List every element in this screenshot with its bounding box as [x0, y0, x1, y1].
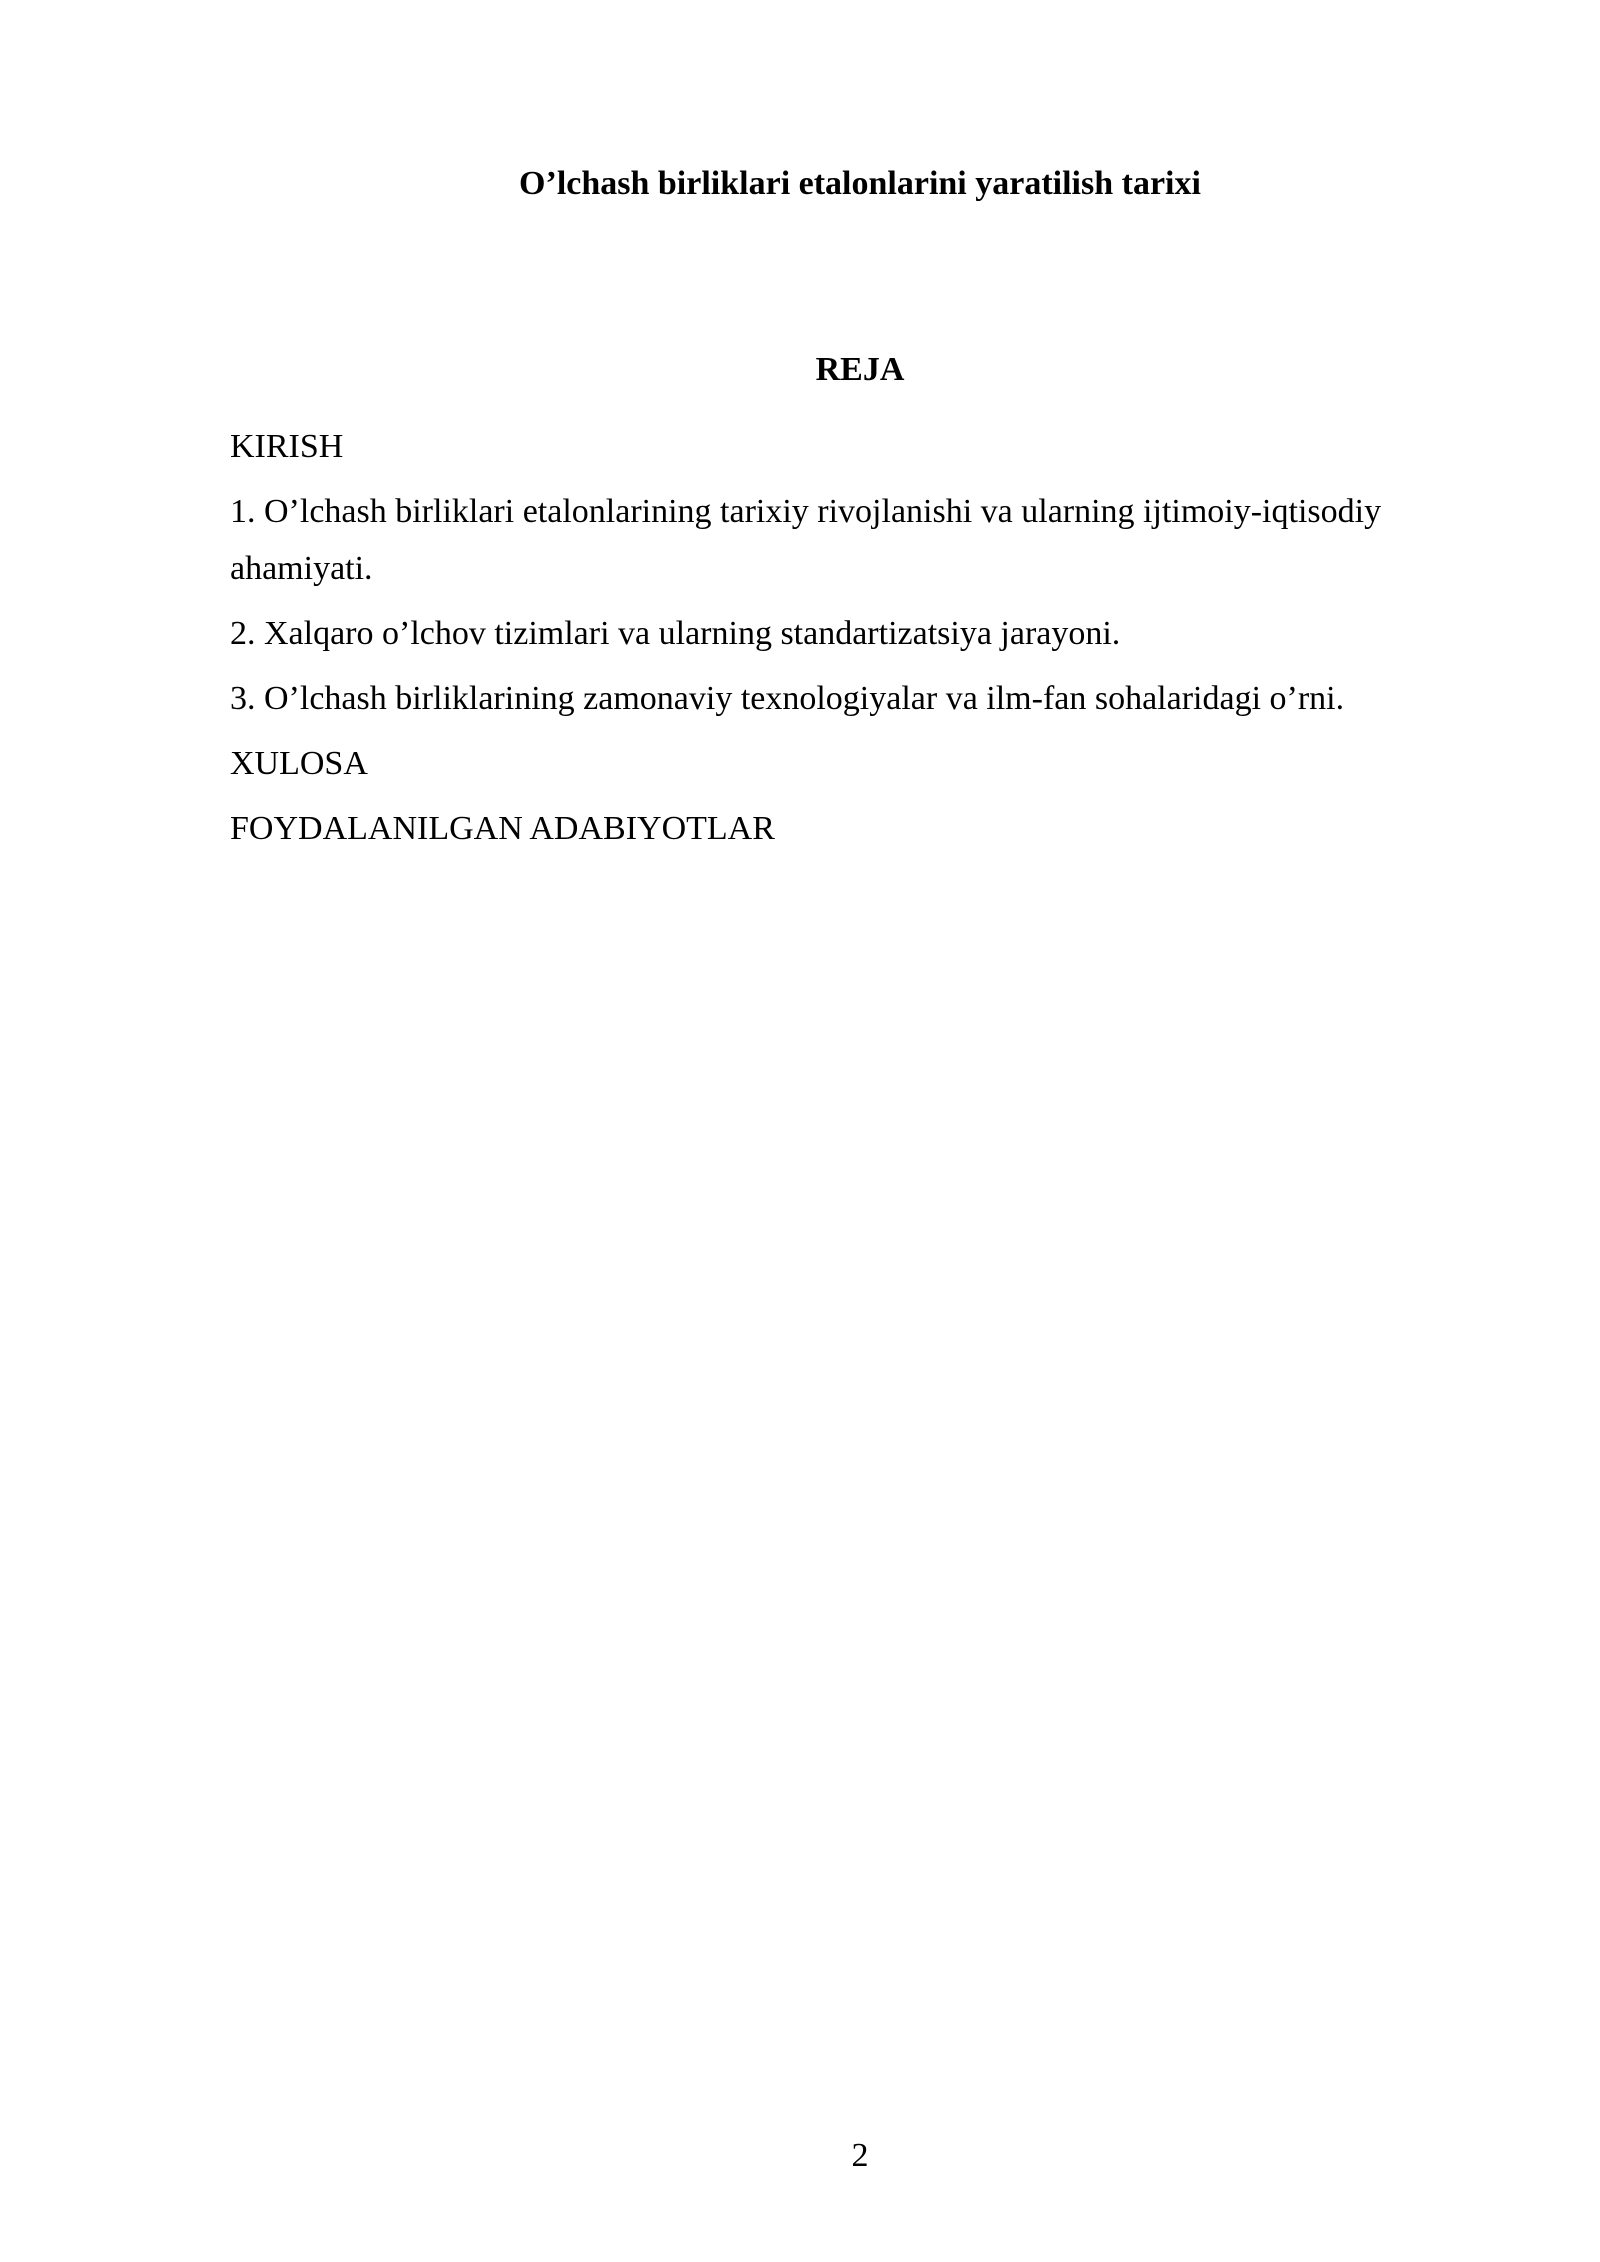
- plan-heading: REJA: [815, 351, 905, 388]
- plan-list: [230, 418, 1480, 865]
- document-title: O’lchash birliklari etalonlarini yaratilish tarixi: [519, 165, 1201, 202]
- plan-item-3: 3. O’lchash birliklarining zamonaviy texnologiyalar va ilm-fan sohalaridagi o’rni.: [230, 680, 1345, 717]
- plan-item-references: FOYDALANILGAN ADABIYOTLAR: [230, 810, 775, 847]
- page-number: 2: [851, 2137, 869, 2174]
- plan-item-introduction: KIRISH: [230, 428, 344, 465]
- plan-item-2: 2. Xalqaro o’lchov tizimlari va ularning standartizatsiya jarayoni.: [230, 615, 1121, 652]
- plan-item-conclusion: XULOSA: [230, 745, 368, 782]
- plan-item-1: 1. O’lchash birliklari etalonlarining tarixiy rivojlanishi va ularning ijtimoiy-iqtisodiy ahamiyati.: [230, 493, 1382, 587]
